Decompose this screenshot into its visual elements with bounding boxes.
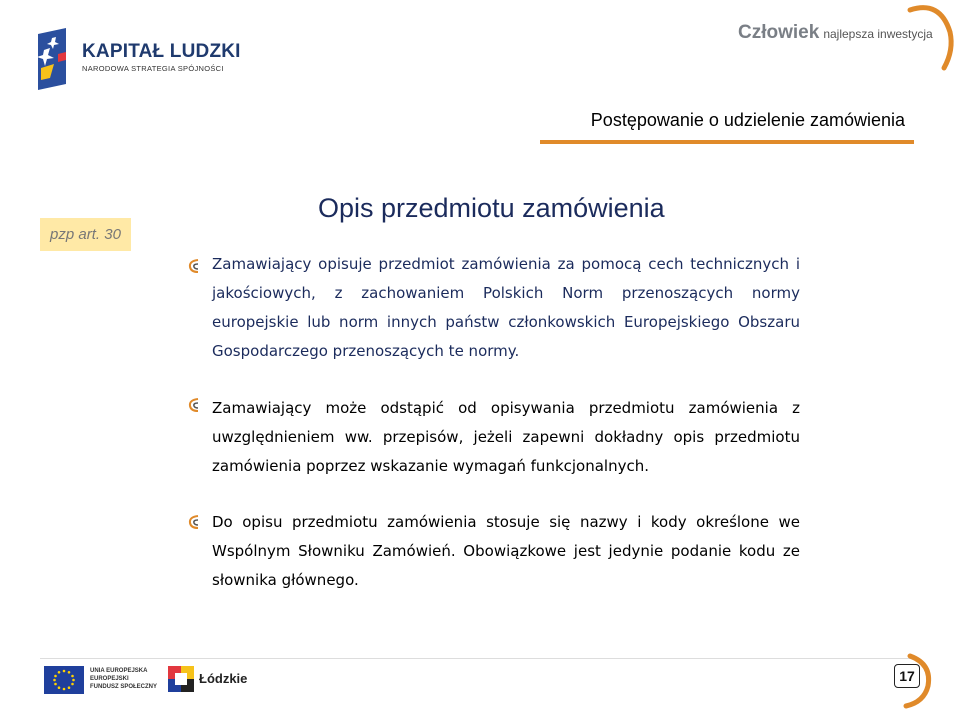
- eu-text: UNIA EUROPEJSKA EUROPEJSKI FUNDUSZ SPOŁECZNY: [90, 668, 158, 690]
- footer-divider: [40, 658, 920, 659]
- kapital-ludzki-title: KAPITAŁ LUDZKI: [82, 41, 241, 62]
- kapital-ludzki-flag-icon: [36, 28, 70, 90]
- eu-flag-icon: [44, 666, 84, 694]
- lodzkie-text: Łódzkie: [199, 671, 248, 686]
- kapital-ludzki-subtitle: NARODOWA STRATEGIA SPÓJNOŚCI: [82, 64, 224, 73]
- header-underline: [540, 140, 914, 144]
- page-number: 17: [894, 664, 920, 688]
- bullet-2: Zamawiający może odstąpić od opisywania przedmiotu zamówienia z uwzględnieniem ww. przepisów, jeżeli zapewni dokładny opis przedmiotu zamówienia poprzez wskazanie wymagań funkcjonalnych.: [212, 399, 800, 475]
- bullet-3: Do opisu przedmiotu zamówienia stosuje się nazwy i kody określone we Wspólnym Słowniku Zamówień. Obowiązkowe jest jedynie podanie kodu ze słownika głównego.: [212, 513, 800, 589]
- article-tag: pzp art. 30: [40, 218, 131, 251]
- slide-title: Opis przedmiotu zamówienia: [318, 193, 665, 223]
- czlowiek-tagline: najlepsza inwestycja: [823, 27, 933, 41]
- orange-arc-top-icon: [880, 2, 960, 72]
- bullet-arc-icon: [187, 514, 201, 530]
- kapital-ludzki-logo: [36, 28, 241, 98]
- bullet-1: Zamawiający opisuje przedmiot zamówienia za pomocą cech technicznych i jakościowych, z zachowaniem Polskich Norm przenoszących normy europejskie lub norm innych państw członkowskich Europejskiego Obszaru Gospodarczego przenoszących te normy.: [212, 255, 800, 360]
- lodzkie-logo-icon: [168, 666, 194, 692]
- bullet-arc-icon: [187, 258, 201, 274]
- bullet-arc-icon: [187, 397, 201, 413]
- czlowiek-word: Człowiek: [738, 22, 820, 43]
- header-title: Postępowanie o udzielenie zamówienia: [590, 110, 905, 130]
